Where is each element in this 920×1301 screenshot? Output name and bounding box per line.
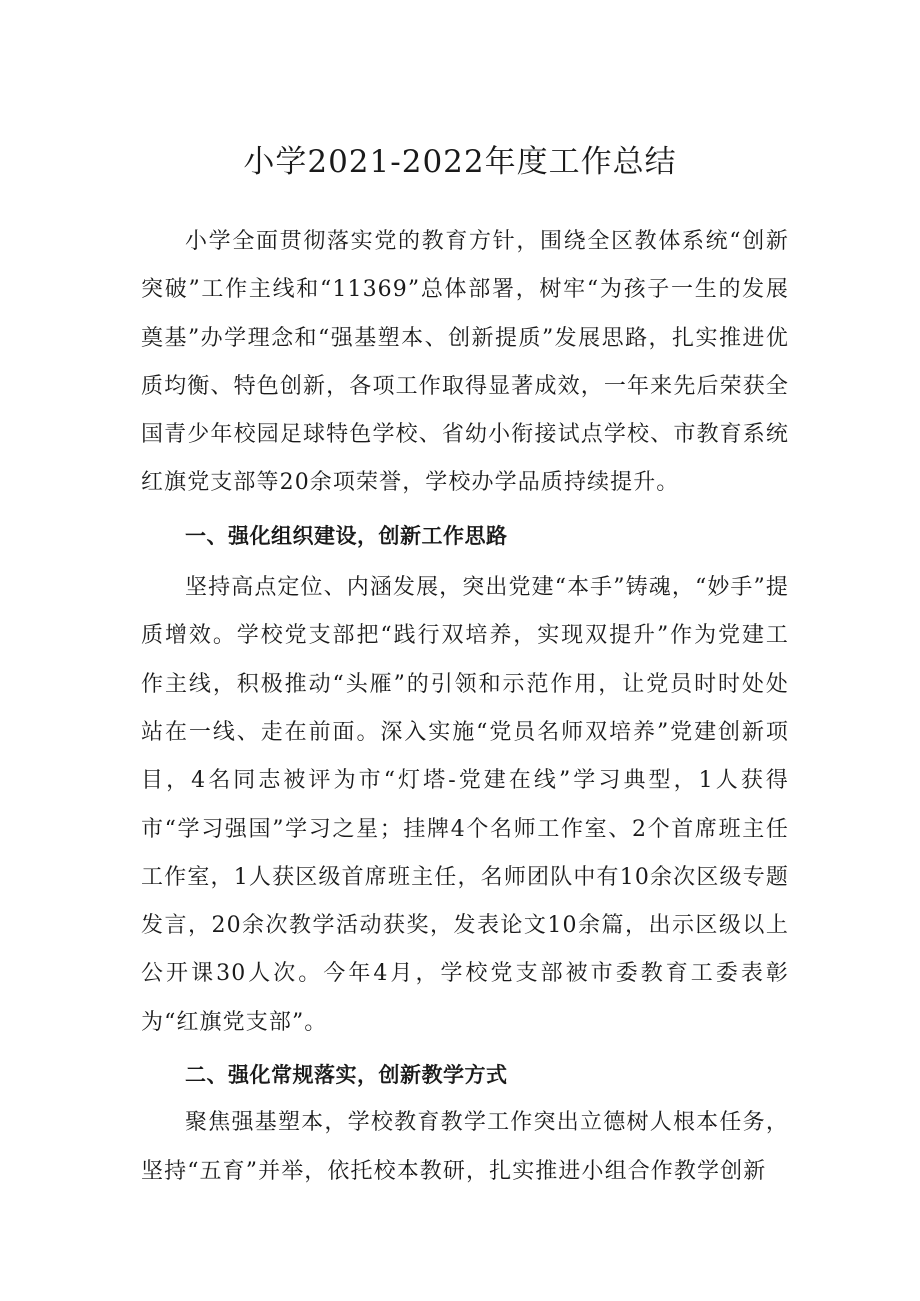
paragraph-section-2: 聚焦强基塑本，学校教育教学工作突出立德树人根本任务，坚持“五育”并举，依托校本教研，扎实推进小组合作教学创新 — [141, 1110, 789, 1184]
page-title: 小学2021-2022年度工作总结 — [243, 144, 677, 180]
section-heading-1: 一、强化组织建设，创新工作思路 — [185, 523, 508, 548]
paragraph-intro: 小学全面贯彻落实党的教育方针，围绕全区教体系统“创新突破”工作主线和“11369”总体部署，树牢“为孩子一生的发展奠基”办学理念和“强基塑本、创新提质”发展思路，扎实推进优质均衡、特色创新，各项工作取得显著成效，一年来先后荣获全国青少年校园足球特色学校、省幼小衔接试点学校、市教育系统红旗党支部等20余项荣誉，学校办学品质持续提升。 — [141, 229, 789, 496]
paragraph-section-1: 坚持高点定位、内涵发展，突出党建“本手”铸魂，“妙手”提质增效。学校党支部把“践行双培养，实现双提升”作为党建工作主线，积极推动“头雁”的引领和示范作用，让党员时时处处站在一线、走在前面。深入实施“党员名师双培养”党建创新项目，4名同志被评为市“灯塔-党建在线”学习典型，1人获得市“学习强国”学习之星；挂牌4个名师工作室、2个首席班主任工作室，1人获区级首席班主任，名师团队中有10余次区级专题发言，20余次教学活动获奖，发表论文10余篇，出示区级以上公开课30人次。今年4月，学校党支部被市委教育工委表彰为“红旗党支部”。 — [141, 575, 789, 1035]
section-heading-2: 二、强化常规落实，创新教学方式 — [185, 1063, 508, 1088]
document-body — [141, 218, 789, 1196]
